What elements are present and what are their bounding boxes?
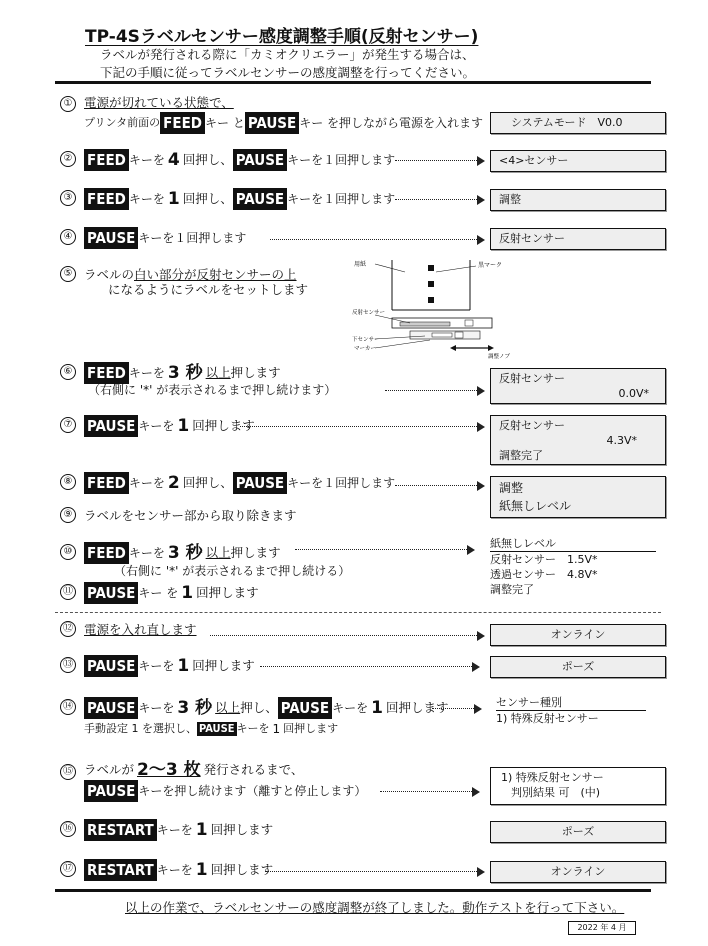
lcd-line: 1) 特殊反射センサー bbox=[496, 712, 599, 725]
step-note: （右側に '*' が表示されるまで押し続ける） bbox=[114, 564, 351, 578]
pause-key: PAUSE bbox=[245, 112, 299, 134]
step-7 bbox=[60, 413, 660, 462]
lcd-display: ポーズ bbox=[490, 656, 666, 678]
arrow-icon bbox=[265, 867, 485, 877]
step-text: キーを bbox=[128, 192, 165, 206]
lcd-line: 調整完了 bbox=[490, 583, 534, 596]
step-14 bbox=[60, 695, 660, 739]
black-mark bbox=[428, 265, 434, 271]
step-text: キーを bbox=[138, 419, 175, 433]
feed-key: FEED bbox=[84, 542, 129, 564]
lcd-display: オンライン bbox=[490, 861, 666, 883]
pause-key: PAUSE bbox=[84, 582, 138, 604]
step-text: キーを bbox=[138, 701, 175, 715]
diagram-label: 反射センサー bbox=[352, 310, 386, 316]
section-divider bbox=[55, 612, 661, 613]
lcd-line: センサー種別 bbox=[496, 695, 646, 711]
step-text: になるようにラベルをセットします bbox=[108, 282, 309, 297]
document-date: 2022 年 4 月 bbox=[568, 921, 636, 935]
lcd-line: 判別結果 可 (中) bbox=[511, 786, 601, 799]
lcd-display bbox=[490, 415, 666, 465]
step-text: 電源を入れ直します bbox=[84, 622, 197, 637]
lcd-line: 反射センサー bbox=[499, 372, 565, 385]
header-divider bbox=[55, 81, 651, 84]
label-count: 2〜3 枚 bbox=[137, 760, 201, 780]
step-number: ⑥ bbox=[60, 364, 76, 380]
step-15 bbox=[60, 760, 660, 804]
step-text: 回押します bbox=[192, 658, 255, 673]
pause-key: PAUSE bbox=[278, 697, 332, 719]
step-text: 以上 bbox=[215, 700, 241, 715]
step-text: キーを１回押します bbox=[287, 476, 396, 490]
arrow-icon bbox=[260, 662, 480, 672]
lcd-display: 反射センサー bbox=[490, 228, 666, 250]
press-duration: 3 秒 bbox=[167, 363, 203, 383]
step-text: 回押し、 bbox=[182, 191, 233, 206]
pause-key: PAUSE bbox=[233, 149, 287, 171]
step-number: ② bbox=[60, 151, 76, 167]
step-2 bbox=[60, 147, 660, 177]
step-text: キーを bbox=[236, 722, 270, 735]
step-number: ⑧ bbox=[60, 474, 76, 490]
press-count: 1 bbox=[272, 722, 281, 736]
press-count: 1 bbox=[167, 189, 180, 209]
step-text: キーを bbox=[156, 863, 193, 877]
pause-key: PAUSE bbox=[233, 188, 287, 210]
diagram-label: 下センサー bbox=[352, 337, 380, 343]
step-text: プリンタ前面の bbox=[84, 116, 161, 129]
step-text: 押します bbox=[230, 365, 281, 380]
arrow-icon bbox=[240, 422, 485, 432]
page-title: TP-4Sラベルセンサー感度調整手順(反射センサー) bbox=[85, 27, 479, 47]
arrow-icon bbox=[395, 195, 485, 205]
lcd-display: 調整 bbox=[490, 189, 666, 211]
step-text: キーを bbox=[128, 153, 165, 167]
step-text: 手動設定 1 を選択し、 bbox=[84, 722, 197, 735]
step-17 bbox=[60, 857, 660, 887]
step-text: キーを bbox=[128, 476, 165, 490]
step-8 bbox=[60, 470, 660, 513]
sensor-diagram bbox=[350, 258, 520, 363]
step-text: 電源が切れている状態で、 bbox=[84, 95, 234, 110]
lcd-line: 紙無しレベル bbox=[490, 536, 656, 552]
step-text: キーを押し続けます（離すと停止します） bbox=[138, 784, 367, 798]
lcd-line: 紙無しレベル bbox=[499, 499, 572, 513]
step-text: キーを bbox=[128, 366, 165, 380]
step-text: 回押します bbox=[192, 418, 255, 433]
step-text: キーを bbox=[156, 823, 193, 837]
step-note: （右側に '*' が表示されるまで押し続けます） bbox=[88, 383, 337, 397]
intro-line-1: ラベルが発行される際に「カミオクリエラー」が発生する場合は、 bbox=[100, 47, 475, 62]
step-6 bbox=[60, 360, 660, 400]
lcd-line: 調整 bbox=[499, 481, 524, 495]
step-text: 白い部分が反射センサーの上 bbox=[134, 267, 297, 282]
press-duration: 3 秒 bbox=[167, 543, 203, 563]
lcd-line: 反射センサー bbox=[499, 419, 565, 432]
lcd-display: システムモード V0.0 bbox=[490, 112, 666, 134]
step-9 bbox=[60, 503, 660, 533]
step-number: ⑰ bbox=[60, 861, 76, 877]
press-count: 2 bbox=[167, 473, 180, 493]
step-text: キーを bbox=[138, 659, 175, 673]
step-text: 押します bbox=[230, 545, 281, 560]
lcd-line: 4.3V* bbox=[606, 434, 637, 447]
lcd-line: 調整完了 bbox=[499, 449, 543, 462]
feed-key: FEED bbox=[84, 149, 129, 171]
step-text: キーを bbox=[128, 546, 165, 560]
step-number: ⑫ bbox=[60, 621, 76, 637]
lcd-display bbox=[496, 695, 646, 726]
black-mark bbox=[428, 297, 434, 303]
feed-key: FEED bbox=[160, 112, 205, 134]
step-text: キーを１回押します bbox=[287, 192, 396, 206]
black-mark bbox=[428, 281, 434, 287]
step-text: ラベルをセンサー部から取り除きます bbox=[84, 508, 297, 523]
step-text: キー と bbox=[205, 116, 245, 130]
diagram-label: 調整ノブ bbox=[488, 354, 511, 360]
step-text: 発行されるまで、 bbox=[203, 762, 304, 777]
step-text: 回押し、 bbox=[182, 152, 233, 167]
step-text: 以上 bbox=[205, 365, 231, 380]
step-3 bbox=[60, 186, 660, 216]
feed-key: FEED bbox=[84, 362, 129, 384]
press-count: 1 bbox=[371, 698, 383, 718]
step-text: ラベルが bbox=[84, 762, 135, 777]
step-number: ⑩ bbox=[60, 544, 76, 560]
step-text: 以上 bbox=[205, 545, 231, 560]
step-number: ⑨ bbox=[60, 507, 76, 523]
press-count: 1 bbox=[195, 820, 208, 840]
pause-key: PAUSE bbox=[84, 780, 138, 802]
restart-key: RESTART bbox=[84, 859, 157, 881]
step-text: ラベルの bbox=[84, 267, 135, 282]
lcd-display: ポーズ bbox=[490, 821, 666, 843]
step-number: ⑮ bbox=[60, 764, 76, 780]
step-text: キー を押しながら電源を入れます bbox=[299, 116, 484, 130]
press-count: 1 bbox=[177, 416, 190, 436]
arrow-icon bbox=[295, 545, 475, 555]
lcd-display: オンライン bbox=[490, 624, 666, 646]
pause-key: PAUSE bbox=[84, 697, 138, 719]
footer-divider bbox=[55, 889, 651, 892]
step-1 bbox=[60, 92, 660, 136]
step-number: ⑯ bbox=[60, 821, 76, 837]
lcd-line: 透過センサー 4.8V* bbox=[490, 568, 598, 581]
restart-key: RESTART bbox=[84, 819, 157, 841]
feed-key: FEED bbox=[84, 188, 129, 210]
pause-key: PAUSE bbox=[233, 472, 287, 494]
pause-key: PAUSE bbox=[84, 655, 138, 677]
step-text: 回押します bbox=[196, 585, 259, 600]
step-number: ③ bbox=[60, 190, 76, 206]
intro-line-2: 下記の手順に従ってラベルセンサーの感度調整を行ってください。 bbox=[100, 65, 476, 80]
step-text: キー を bbox=[138, 586, 179, 600]
arrow-icon bbox=[210, 631, 485, 641]
lcd-display bbox=[490, 767, 666, 805]
step-text: 回押します bbox=[210, 862, 274, 877]
step-16 bbox=[60, 817, 660, 847]
press-count: 4 bbox=[167, 150, 180, 170]
step-number: ⑦ bbox=[60, 417, 76, 433]
step-4 bbox=[60, 225, 660, 255]
press-duration: 3 秒 bbox=[177, 698, 213, 718]
step-12 bbox=[60, 617, 660, 647]
step-number: ① bbox=[60, 96, 76, 112]
step-text: 回押します bbox=[385, 700, 449, 715]
arrow-icon bbox=[395, 156, 485, 166]
step-text: 回押します bbox=[283, 722, 339, 735]
footer-note: 以上の作業で、ラベルセンサーの感度調整が終了しました。動作テストを行って下さい。 bbox=[125, 900, 625, 915]
pause-key: PAUSE bbox=[84, 227, 138, 249]
arrow-icon bbox=[395, 481, 485, 491]
step-number: ⑭ bbox=[60, 699, 76, 715]
press-count: 1 bbox=[177, 656, 190, 676]
diagram-label: 用紙 bbox=[354, 261, 367, 268]
step-11 bbox=[60, 580, 660, 610]
step-number: ⑪ bbox=[60, 584, 76, 600]
step-13 bbox=[60, 653, 660, 683]
step-text: キーを１回押します bbox=[138, 231, 247, 245]
diagram-label: 黒マーク bbox=[478, 262, 503, 269]
step-text: キーを１回押します bbox=[287, 153, 396, 167]
lcd-line: 反射センサー 1.5V* bbox=[490, 553, 598, 566]
lcd-display bbox=[490, 368, 666, 404]
press-count: 1 bbox=[195, 860, 208, 880]
pause-key: PAUSE bbox=[84, 415, 138, 437]
pause-key: PAUSE bbox=[199, 722, 235, 735]
step-text: キーを bbox=[332, 701, 369, 715]
step-number: ⑤ bbox=[60, 266, 76, 282]
arrow-icon bbox=[432, 704, 482, 714]
arrow-icon bbox=[380, 787, 480, 797]
arrow-icon bbox=[270, 235, 485, 245]
step-number: ⑬ bbox=[60, 657, 76, 673]
step-text: 回押します bbox=[210, 822, 274, 837]
lcd-display: <4>センサー bbox=[490, 150, 666, 172]
press-count: 1 bbox=[181, 583, 194, 603]
feed-key: FEED bbox=[84, 472, 129, 494]
step-text: 押し、 bbox=[240, 700, 278, 715]
diagram-label: マーカー bbox=[354, 346, 376, 352]
arrow-icon bbox=[385, 386, 485, 396]
step-number: ④ bbox=[60, 229, 76, 245]
lcd-line: 1) 特殊反射センサー bbox=[501, 771, 604, 784]
lcd-line: 0.0V* bbox=[618, 387, 649, 400]
step-text: 回押し、 bbox=[182, 475, 233, 490]
